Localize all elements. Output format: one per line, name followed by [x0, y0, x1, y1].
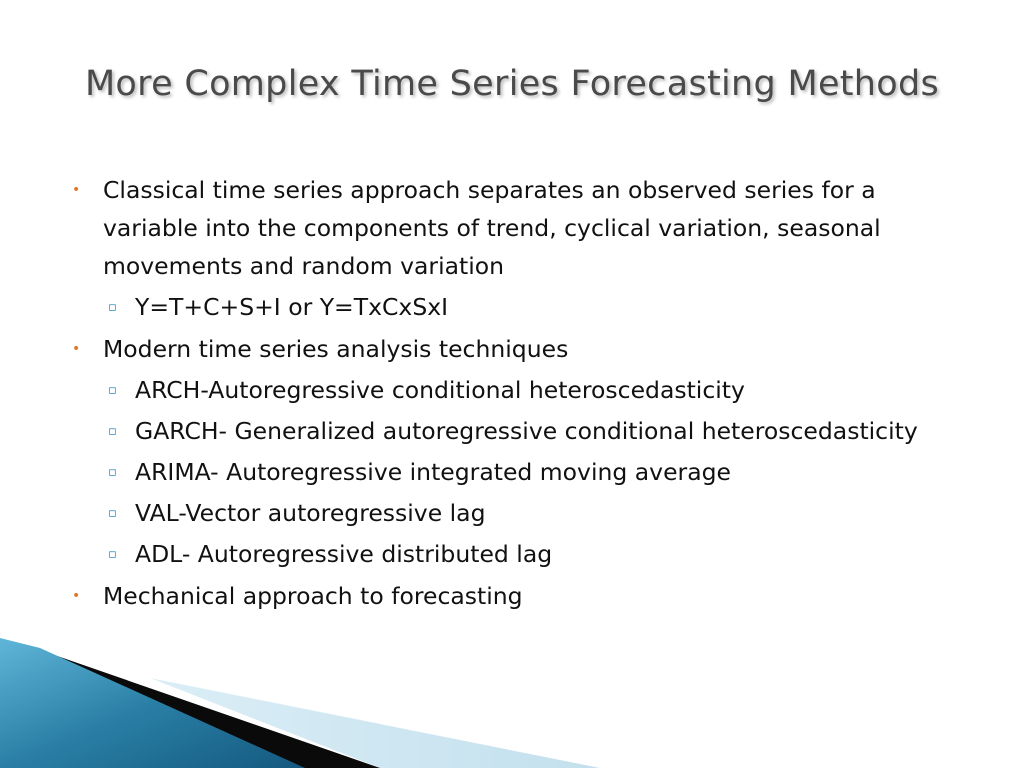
bullet-list: [70, 171, 970, 619]
bullet-item: [70, 171, 970, 285]
sub-bullet-text: ADL- Autoregressive distributed lag: [135, 540, 553, 568]
bullet-text: Mechanical approach to forecasting: [103, 582, 523, 610]
sub-bullet-text: ARCH-Autoregressive conditional heteroscedasticity: [135, 376, 745, 404]
square-bullet-icon: ▫: [108, 300, 117, 315]
sub-bullet-text: GARCH- Generalized autoregressive conditional heteroscedasticity: [135, 417, 918, 445]
sub-bullet-text: ARIMA- Autoregressive integrated moving average: [135, 458, 731, 486]
sub-bullet-text: VAL-Vector autoregressive lag: [135, 499, 486, 527]
bullet-dot-icon: •: [72, 588, 81, 604]
sub-bullet-item: [70, 413, 970, 450]
sub-bullet-item: [70, 289, 970, 326]
bullet-text: Modern time series analysis techniques: [103, 335, 569, 363]
bullet-dot-icon: •: [72, 341, 81, 357]
bullet-item: [70, 577, 970, 615]
sub-bullet-item: [70, 536, 970, 573]
sub-bullet-item: [70, 454, 970, 491]
square-bullet-icon: ▫: [108, 506, 117, 521]
slide-title: More Complex Time Series Forecasting Methods: [84, 64, 940, 104]
sub-bullet-item: [70, 495, 970, 532]
sub-bullet-item: [70, 372, 970, 409]
corner-decoration: [0, 638, 1024, 768]
square-bullet-icon: ▫: [108, 465, 117, 480]
square-bullet-icon: ▫: [108, 424, 117, 439]
square-bullet-icon: ▫: [108, 383, 117, 398]
bullet-item: [70, 330, 970, 368]
bullet-text: Classical time series approach separates an observed series for a variable into the components of trend, cyclical variation, seasonal movements and random variation: [103, 176, 881, 280]
bullet-dot-icon: •: [72, 182, 81, 198]
sub-bullet-text: Y=T+C+S+I or Y=TxCxSxI: [135, 293, 449, 321]
square-bullet-icon: ▫: [108, 547, 117, 562]
